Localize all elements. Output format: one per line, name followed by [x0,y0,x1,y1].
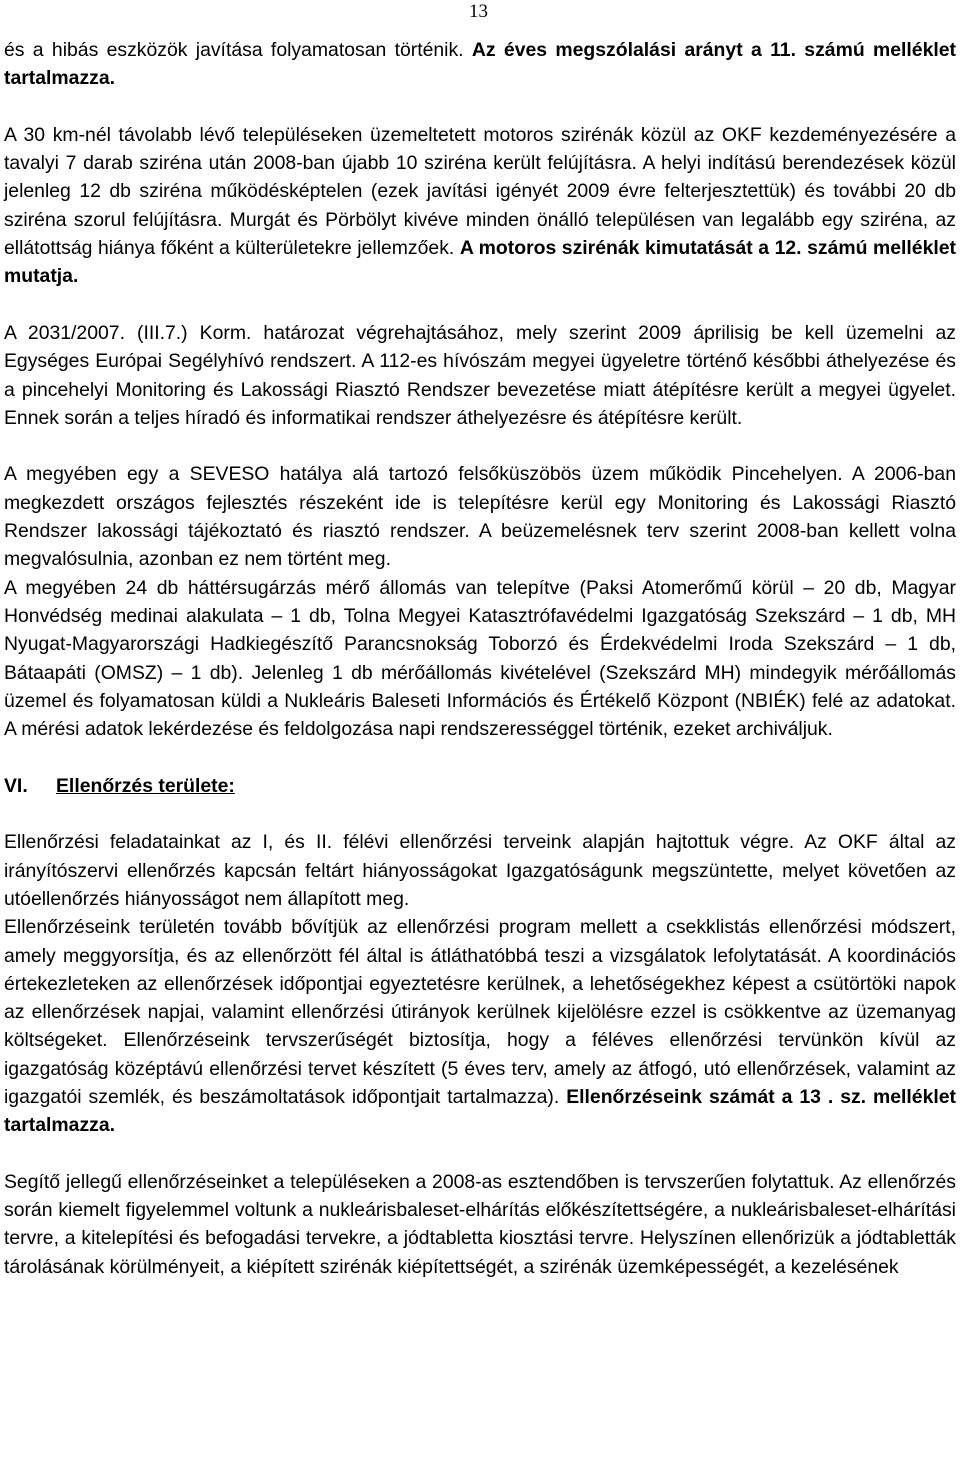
paragraph-spacer [4,1140,956,1168]
paragraph-spacer [4,93,956,121]
bold-text: A motoros szirénák kimutatását a 12. számú melléklet mutatja. [4,237,956,288]
paragraph-spacer [4,291,956,319]
paragraph [4,913,956,1139]
paragraph-spacer [4,800,956,828]
bold-text: Az éves megszólalási arányt a 11. számú melléklet tartalmazza. [4,39,956,90]
section-title: Ellenőrzés területe: [56,774,235,797]
text-run: és a hibás eszközök javítása folyamatosan történik. [4,39,472,61]
paragraph [4,36,956,93]
section-heading [4,772,956,800]
paragraph [4,1168,956,1281]
section-number: VI. [4,774,28,797]
document-body [4,36,956,1281]
text-run: A 30 km-nél távolabb lévő településeken üzemeltetett motoros szirénák közül az OKF kezdeményezésére a tavalyi 7 darab sziréna után 2008-ban újabb 10 sziréna került felújításra. A helyi indítású berendezések közül jelenleg 12 db sziréna működésképtelen (ezek javítási igényét 2009 évre felterjesztettük) és további 20 db sziréna szorul felújításra. Murgát és Pörbölyt kivéve minden önálló településen van legalább egy sziréna, az ellátottság hiánya főként a külterületekre jellemzőek. [4,123,956,260]
text-run: A megyében egy a SEVESO hatálya alá tartozó felsőküszöbös üzem működik Pincehelyen. A 2006-ban megkezdett országos fejlesztés részeként ide is telepítésre kerül egy Monitoring és Lakossági Riasztó Rendszer lakossági tájékoztató és riasztó rendszer. A beüzemelésnek terv szerint 2008-ban kellett volna megvalósulnia, azonban ez nem történt meg. [4,463,956,571]
paragraph [4,319,956,432]
text-run: Ellenőrzési feladatainkat az I, és II. félévi ellenőrzési terveink alapján hajtottuk végre. Az OKF által az irányítószervi ellenőrzés kapcsán feltárt hiányosságokat Igazgatóságunk megszüntette, melyet követően az utóellenőrzés hiányosságot nem állapított meg. [4,831,956,910]
text-run: A 2031/2007. (III.7.) Korm. határozat végrehajtásához, mely szerint 2009 áprilisig be kell üzemelni az Egységes Európai Segélyhívó rendszert. A 112-es hívószám megyei ügyeletre történő későbbi áthelyezése és a pincehelyi Monitoring és Lakossági Riasztó Rendszer bevezetése miatt átépítésre került a megyei ügyelet. Ennek során a teljes híradó és informatikai rendszer áthelyezésre és átépítésre került. [4,321,956,429]
page-number: 13 [469,1,488,22]
paragraph-spacer [4,432,956,460]
bold-text: Ellenőrzéseink számát a 13 . sz. melléklet tartalmazza. [4,1085,956,1137]
paragraph [4,828,956,913]
text-run: Ellenőrzéseink területén tovább bővítjük az ellenőrzési program mellett a csekklistás ellenőrzési módszert, amely meggyorsítja, és az ellenőrzött fél által is átláthatóbbá teszi a vizsgálatok lefolytatását. A koordinációs értekezleteken az ellenőrzések időpontjai egyeztetésre kerülnek, a lehetőségekhez képest a csütörtöki napok az ellenőrzések napjai, valamint ellenőrzési útirányok kerülnek kijelölésre ezzel is csökkentve az üzemanyag költségeket. Ellenőrzéseink tervszerűségét biztosítja, hogy a féléves ellenőrzési tervünkön kívül az igazgatóság középtávú ellenőrzési tervet készített (5 éves terv, amely az átfogó, utó ellenőrzések, valamint az igazgatói szemlék, és beszámoltatások időpontjait tartalmazza). [4,916,956,1108]
paragraph [4,574,956,744]
text-run: A megyében 24 db háttérsugárzás mérő állomás van telepítve (Paksi Atomerőmű körül – 20 db, Magyar Honvédség medinai alakulata – 1 db, Tolna Megyei Katasztrófavédelmi Igazgatóság Szekszárd – 1 db, MH Nyugat-Magyarországi Hadkiegészítő Parancsnokság Toborzó és Érdekvédelmi Iroda Szekszárd – 1 db, Bátaapáti (OMSZ) – 1 db). Jelenleg 1 db mérőállomás kivételével (Szekszárd MH) mindegyik mérőállomás üzemel és folyamatosan küldi a Nukleáris Baleseti Információs és Értékelő Központ (NBIÉK) felé az adatokat. A mérési adatok lekérdezése és feldolgozása napi rendszerességgel történik, ezeket archiváljuk. [4,576,956,741]
paragraph [4,121,956,291]
text-run: Segítő jellegű ellenőrzéseinket a településeken a 2008-as esztendőben is tervszerűen folytattuk. Az ellenőrzés során kiemelt figyelemmel voltunk a nukleárisbaleset-elhárítás előkészítettségére, a nukleárisbaleset-elhárítási tervre, a kitelepítési és befogadási tervekre, a jódtabletta kiosztási tervre. Helyszínen ellenőrizük a jódtabletták tárolásának körülményeit, a kiépített szirénák kiépítettségét, a szirénák üzemképességét, a kezelésének [4,1170,956,1278]
paragraph-spacer [4,743,956,771]
paragraph [4,460,956,573]
